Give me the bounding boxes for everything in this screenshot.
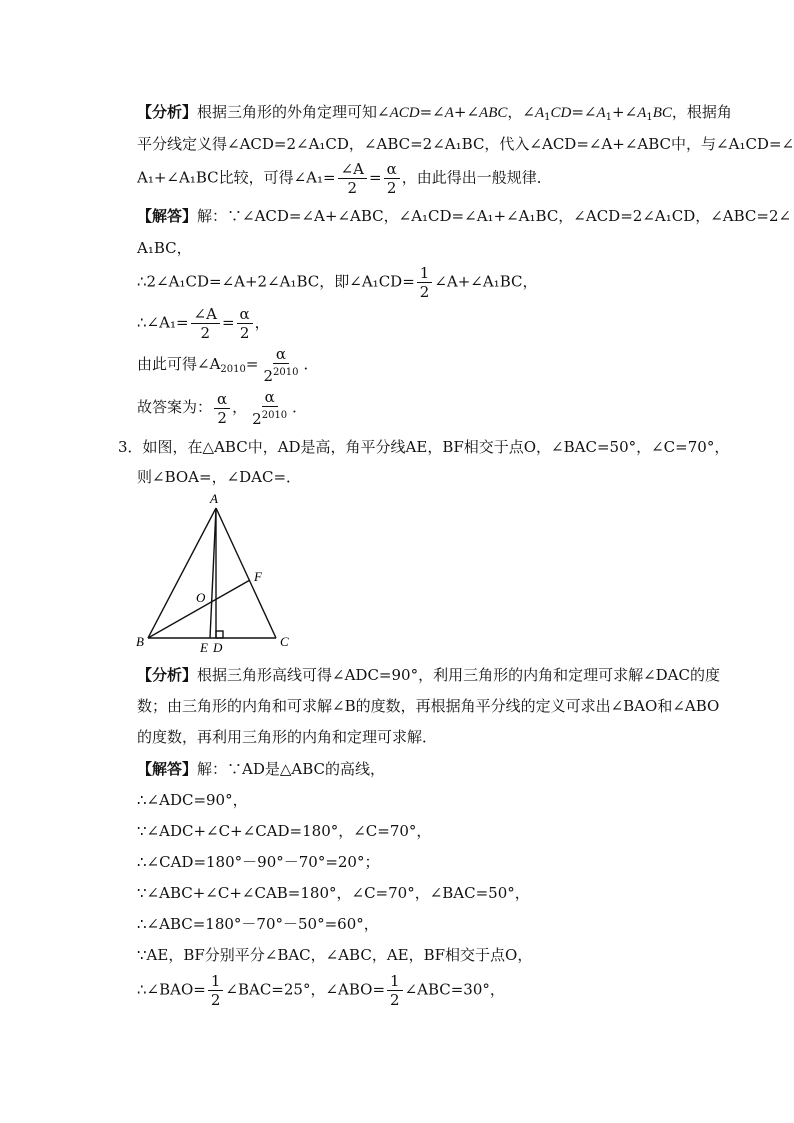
answer-3-line-6: ∴∠ABC=180°－70°－50°=60°， bbox=[137, 915, 379, 933]
label-e: E bbox=[200, 640, 208, 655]
answer-tag: 【解答】 bbox=[137, 760, 198, 778]
answer-1-line-6: 故答案为： $\frac{\alpha}{2}$ ， $\frac{\alpha}{2^{2010}}$ ． bbox=[137, 388, 308, 428]
side-ac bbox=[216, 508, 276, 638]
fraction: $\frac{\angle A}{2}$ bbox=[338, 160, 367, 197]
analysis-3-line-3: 的度数，再利用三角形的内角和定理可求解． bbox=[137, 728, 438, 746]
analysis-tag: 【分析】 bbox=[137, 666, 198, 684]
question-3-line-1: 3．如图，在△ABC中，AD是高，角平分线AE，BF相交于点O，∠BAC=50°，∠C=70°， bbox=[118, 438, 730, 456]
answer-3-line-4: ∴∠CAD=180°－90°－70°=20°； bbox=[137, 853, 380, 871]
answer-1-line-5: 由此可得$\angle A_{2010}=$ $\frac{\alpha}{2^{2010}}$ ． bbox=[137, 345, 319, 385]
analysis-tag: 【分析】 bbox=[137, 103, 198, 121]
answer-1-line-2: A₁BC， bbox=[137, 239, 192, 257]
answer-3-line-5: ∵∠ABC+∠C+∠CAB=180°，∠C=70°，∠BAC=50°， bbox=[137, 884, 530, 902]
right-angle-mark bbox=[216, 631, 223, 638]
question-3-line-2: 则∠BOA=，∠DAC=． bbox=[137, 468, 302, 486]
fraction: $\frac{1}{2}$ bbox=[387, 972, 403, 1009]
fraction: $\frac{\alpha}{2^{2010}}$ bbox=[252, 388, 288, 428]
answer-3-line-7: ∵AE，BF分别平分∠BAC，∠ABC，AE，BF相交于点O， bbox=[137, 946, 533, 964]
answer-1-line-1: 【解答】解：∵∠ACD=∠A+∠ABC，∠A₁CD=∠A₁+∠A₁BC，∠ACD=2∠A₁CD，∠ABC=2∠ bbox=[137, 207, 792, 225]
label-o: O bbox=[196, 590, 206, 605]
answer-3-line-8: ∴∠BAO= $\frac{1}{2}$ ∠BAC=25°，∠ABO= $\frac{1}{2}$ ∠ABC=30°， bbox=[137, 972, 505, 1009]
answer-3-line-2: ∴∠ADC=90°， bbox=[137, 791, 248, 809]
label-a: A bbox=[210, 491, 218, 506]
fraction: $\frac{\alpha}{2}$ bbox=[214, 390, 230, 427]
analysis-3-line-2: 数；由三角形的内角和可求解∠B的度数，再根据角平分线的定义可求出∠BAO和∠ABO bbox=[137, 697, 720, 715]
label-b: B bbox=[136, 634, 144, 649]
fraction: $\frac{1}{2}$ bbox=[417, 264, 433, 301]
analysis-1-line-1: 【分析】根据三角形的外角定理可知∠ACD=∠A+∠ABC，$\angle A_1CD=\angle A_1+\angle A_1BC$，根据角 bbox=[137, 103, 732, 123]
triangle-figure bbox=[130, 490, 300, 655]
fraction: $\frac{\alpha}{2^{2010}}$ bbox=[263, 345, 299, 385]
analysis-1-line-3: A₁+∠A₁BC比较，可得∠A₁= $\frac{\angle A}{2}$ = $\frac{\alpha}{2}$ ，由此得出一般规律． bbox=[137, 160, 552, 197]
fraction: $\frac{1}{2}$ bbox=[208, 972, 224, 1009]
analysis-1-line-2: 平分线定义得∠ACD=2∠A₁CD，∠ABC=2∠A₁BC，代入∠ACD=∠A+∠ABC中，与∠A₁CD=∠ bbox=[137, 135, 794, 153]
answer-1-line-3: ∴2∠A₁CD=∠A+2∠A₁BC，即∠A₁CD= $\frac{1}{2}$ ∠A+∠A₁BC， bbox=[137, 264, 538, 301]
fraction: $\frac{\angle A}{2}$ bbox=[191, 305, 220, 342]
label-d: D bbox=[213, 640, 223, 655]
fraction: $\frac{\alpha}{2}$ bbox=[237, 305, 253, 342]
answer-3-line-3: ∵∠ADC+∠C+∠CAD=180°，∠C=70°， bbox=[137, 822, 432, 840]
analysis-3-line-1: 【分析】根据三角形高线可得∠ADC=90°，利用三角形的内角和定理可求解∠DAC的度 bbox=[137, 666, 720, 684]
label-f: F bbox=[254, 569, 262, 584]
fraction: $\frac{\alpha}{2}$ bbox=[384, 160, 400, 197]
answer-1-line-4: ∴∠A₁= $\frac{\angle A}{2}$ = $\frac{\alpha}{2}$ ， bbox=[137, 305, 270, 342]
answer-tag: 【解答】 bbox=[137, 207, 198, 225]
answer-3-line-1: 【解答】解：∵AD是△ABC的高线， bbox=[137, 760, 386, 778]
label-c: C bbox=[280, 634, 289, 649]
bisector-ae bbox=[210, 508, 216, 638]
